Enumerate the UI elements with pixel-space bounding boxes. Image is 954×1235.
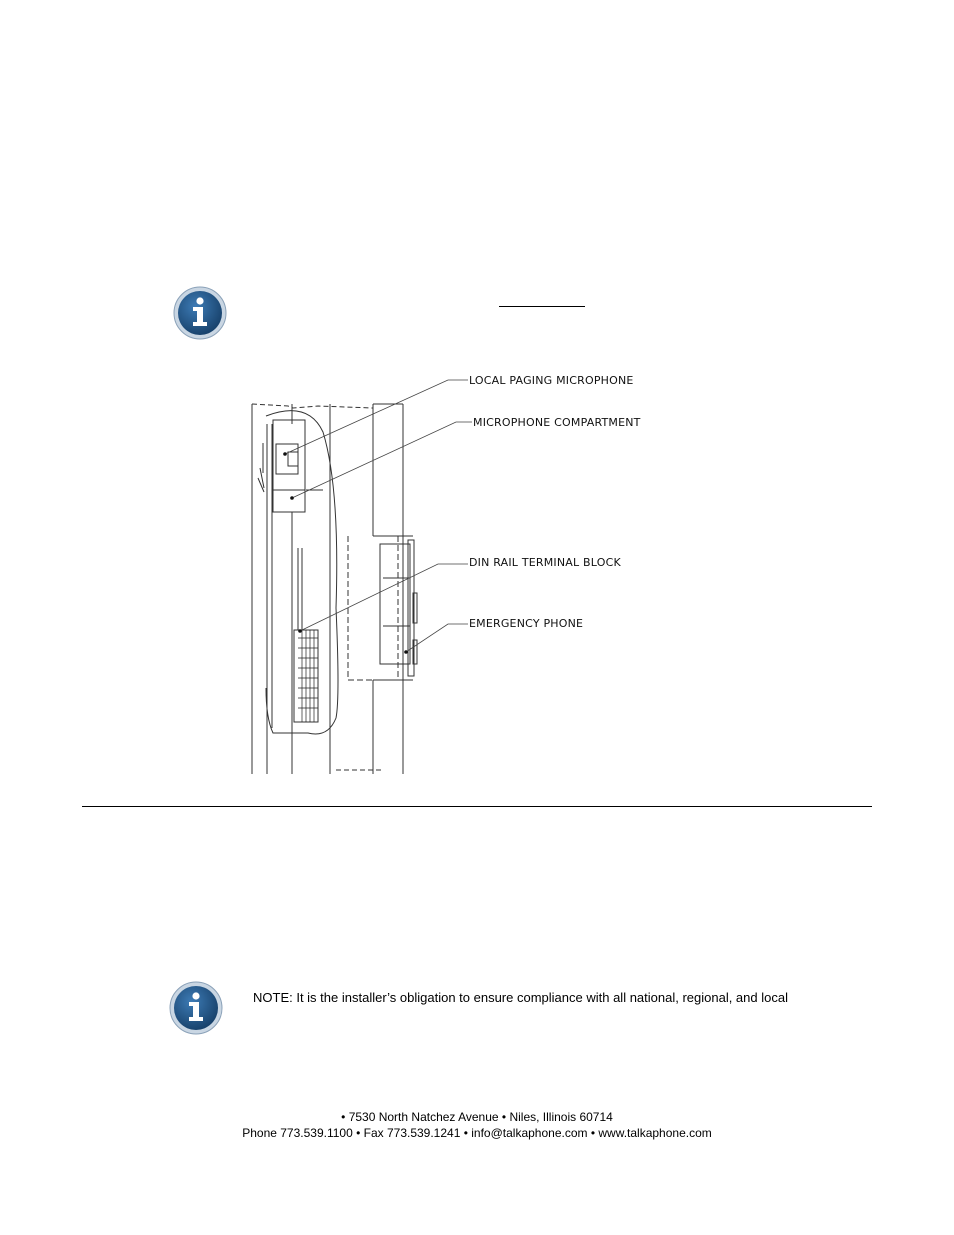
installation-drawing	[248, 368, 648, 788]
callout-din-rail-terminal-block: DIN RAIL TERMINAL BLOCK	[469, 556, 621, 569]
section-divider	[82, 806, 872, 807]
callout-local-paging-microphone: LOCAL PAGING MICROPHONE	[469, 374, 634, 387]
footer-contact: Phone 773.539.1100 • Fax 773.539.1241 • info@talkaphone.com • www.talkaphone.com	[242, 1126, 712, 1140]
info-icon	[168, 980, 224, 1036]
footer-address: • 7530 North Natchez Avenue • Niles, Illinois 60714	[341, 1110, 613, 1124]
underline-stub	[499, 306, 585, 307]
compliance-note: NOTE: It is the installer’s obligation to ensure compliance with all national, regional, and local	[253, 990, 788, 1005]
callout-microphone-compartment: MICROPHONE COMPARTMENT	[473, 416, 641, 429]
callout-emergency-phone: EMERGENCY PHONE	[469, 617, 584, 630]
info-icon	[172, 285, 228, 341]
